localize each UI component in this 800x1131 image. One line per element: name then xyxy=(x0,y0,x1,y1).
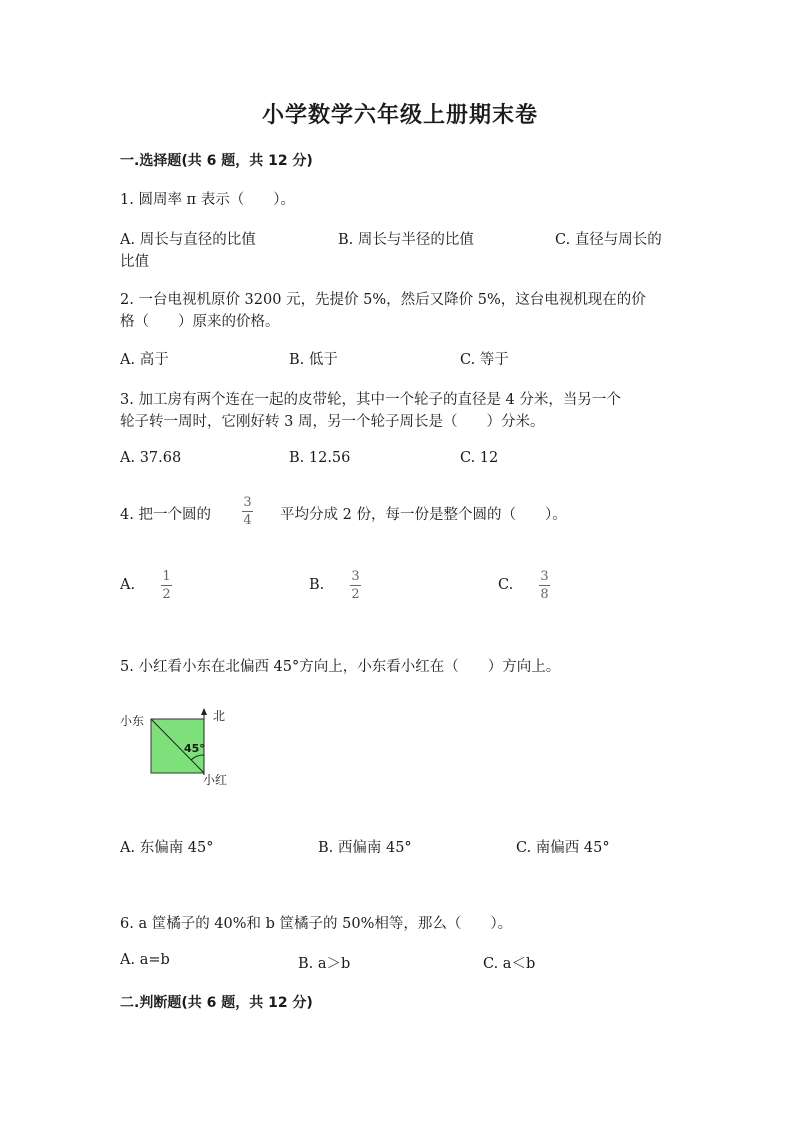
question-1-option-c-continued: 比值 xyxy=(120,254,149,270)
page-title: 小学数学六年级上册期末卷 xyxy=(261,102,538,128)
question-2-option-c: C. 等于 xyxy=(460,352,509,368)
fraction-denominator: 2 xyxy=(351,587,360,602)
question-6-option-a: A. a=b xyxy=(120,952,170,968)
question-3-option-c: C. 12 xyxy=(460,450,499,466)
fraction-denominator: 8 xyxy=(540,587,549,602)
question-3-stem-line2: 轮子转一周时，它刚好转 3 周，另一个轮子周长是（ ）分米。 xyxy=(120,414,545,430)
question-4-option-a-fraction xyxy=(161,569,172,602)
question-4-stem-suffix: 平均分成 2 份，每一份是整个圆的（ ）。 xyxy=(280,507,567,523)
section-heading-choice: 一.选择题(共 6 题，共 12 分) xyxy=(120,153,313,169)
question-5-option-a: A. 东偏南 45° xyxy=(120,840,214,856)
question-5-stem: 5. 小红看小东在北偏西 45°方向上，小东看小红在（ ）方向上。 xyxy=(120,659,561,675)
fraction-numerator: 3 xyxy=(243,495,252,510)
question-4-stem-prefix: 4. 把一个圆的 xyxy=(120,507,211,523)
question-2-option-b: B. 低于 xyxy=(289,352,338,368)
label-angle: 45° xyxy=(184,742,205,755)
question-4-option-c-label: C. xyxy=(498,577,514,593)
question-1-stem: 1. 圆周率 π 表示（ ）。 xyxy=(120,192,295,208)
question-1-option-c: C. 直径与周长的 xyxy=(555,232,662,248)
fraction-denominator: 2 xyxy=(162,587,171,602)
question-6-option-b: B. a＞b xyxy=(298,956,351,972)
question-1-option-b: B. 周长与半径的比值 xyxy=(338,232,474,248)
section-heading-judgment: 二.判断题(共 6 题，共 12 分) xyxy=(120,995,313,1011)
question-2-option-a: A. 高于 xyxy=(120,352,169,368)
question-4-option-a-label: A. xyxy=(120,577,136,593)
direction-diagram xyxy=(120,705,240,795)
fraction-bar xyxy=(242,511,253,512)
question-4-option-c-fraction xyxy=(539,569,550,602)
question-4-option-b-label: B. xyxy=(309,577,325,593)
question-6-stem: 6. a 筐橘子的 40%和 b 筐橘子的 50%相等，那么（ ）。 xyxy=(120,916,513,932)
fraction-bar xyxy=(350,585,361,586)
fraction-numerator: 3 xyxy=(351,569,360,584)
fraction-numerator: 3 xyxy=(540,569,549,584)
question-4-option-b-fraction xyxy=(350,569,361,602)
fraction-bar xyxy=(161,585,172,586)
question-3-stem-line1: 3. 加工房有两个连在一起的皮带轮，其中一个轮子的直径是 4 分米，当另一个 xyxy=(120,392,621,408)
question-5-option-c: C. 南偏西 45° xyxy=(516,840,610,856)
question-5-option-b: B. 西偏南 45° xyxy=(318,840,412,856)
question-4-fraction-three-quarters xyxy=(242,495,253,528)
label-xiaohong: 小红 xyxy=(203,773,228,787)
north-arrow-head xyxy=(201,708,207,715)
question-3-option-b: B. 12.56 xyxy=(289,450,351,466)
question-6-option-c: C. a＜b xyxy=(483,956,536,972)
question-2-stem-line1: 2. 一台电视机原价 3200 元，先提价 5%，然后又降价 5%，这台电视机现在的价 xyxy=(120,292,646,308)
fraction-denominator: 4 xyxy=(243,513,252,528)
question-2-stem-line2: 格（ ）原来的价格。 xyxy=(120,314,280,330)
label-xiaodong: 小东 xyxy=(120,714,145,728)
question-1-option-a: A. 周长与直径的比值 xyxy=(120,232,256,248)
fraction-numerator: 1 xyxy=(162,569,171,584)
question-3-option-a: A. 37.68 xyxy=(120,450,182,466)
fraction-bar xyxy=(539,585,550,586)
label-north: 北 xyxy=(213,709,226,723)
